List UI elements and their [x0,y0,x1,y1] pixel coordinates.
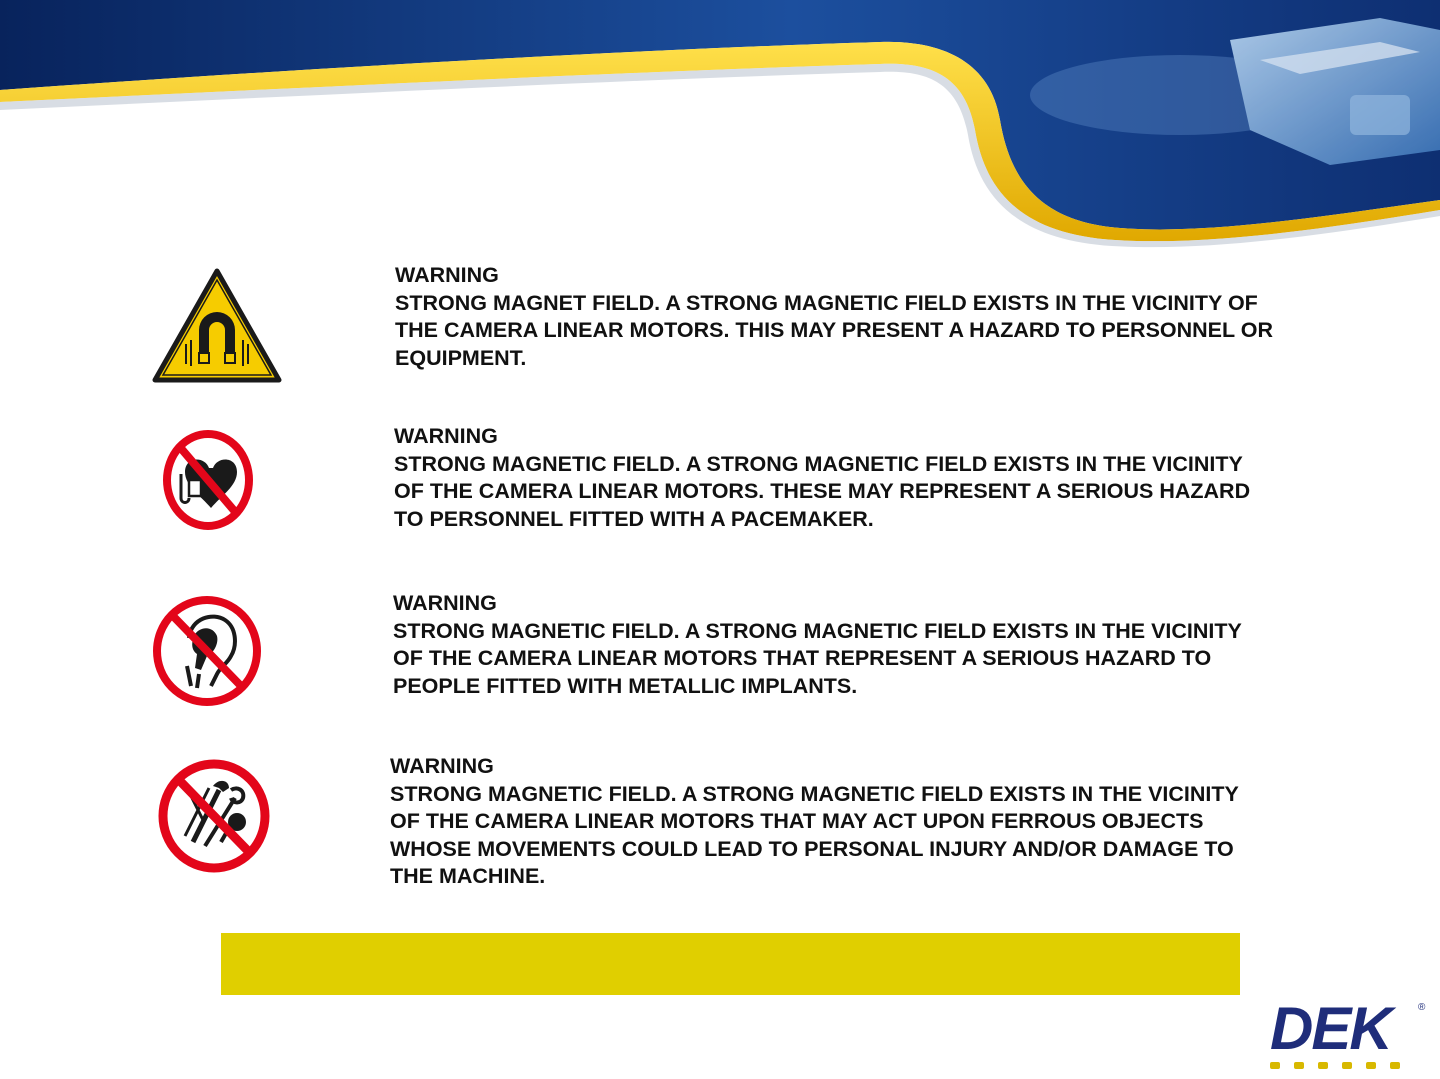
warning-text: STRONG MAGNETIC FIELD. A STRONG MAGNETIC FIELD EXISTS IN THE VICINITY OF THE CAMERA LINEAR MOTORS THAT REPRESENT A SERIOUS HAZARD TO PEOPLE FITTED WITH METALLIC IMPLANTS. [393,618,1242,698]
logo-wordmark: DEK [1270,995,1391,1062]
warning-heading: WARNING [393,591,497,615]
yellow-highlight-bar [221,933,1240,995]
header-banner [0,0,1440,250]
warning-text: STRONG MAGNET FIELD. A STRONG MAGNETIC FIELD EXISTS IN THE VICINITY OF THE CAMERA LINEAR MOTORS. THIS MAY PRESENT A HAZARD TO PERSONNEL OR EQUIPMENT. [395,290,1273,370]
warning-block-implants [393,590,1253,700]
no-metal-objects-icon [157,758,271,874]
registered-mark: ® [1418,1002,1426,1013]
warning-text: STRONG MAGNETIC FIELD. A STRONG MAGNETIC FIELD EXISTS IN THE VICINITY OF THE CAMERA LINEAR MOTORS. THESE MAY REPRESENT A SERIOUS HAZARD TO PERSONNEL FITTED WITH A PACEMAKER. [394,451,1251,531]
warning-block-pacemaker [394,423,1274,533]
dek-logo [1262,996,1440,1079]
warning-block-magnet-field [395,262,1275,372]
magnetic-field-warning-icon [152,268,282,384]
warning-block-ferrous-objects [390,753,1260,891]
no-metal-implants-icon [151,594,263,708]
warning-text: STRONG MAGNETIC FIELD. A STRONG MAGNETIC FIELD EXISTS IN THE VICINITY OF THE CAMERA LINEAR MOTORS THAT MAY ACT UPON FERROUS OBJECTS WHOSE MOVEMENTS COULD LEAD TO PERSONAL INJURY AND/OR DAMAGE TO THE MACHINE. [390,781,1239,888]
warning-heading: WARNING [395,263,499,287]
no-pacemaker-icon [161,428,255,532]
logo-dots [1268,1058,1418,1072]
warning-heading: WARNING [390,754,494,778]
warning-heading: WARNING [394,424,498,448]
